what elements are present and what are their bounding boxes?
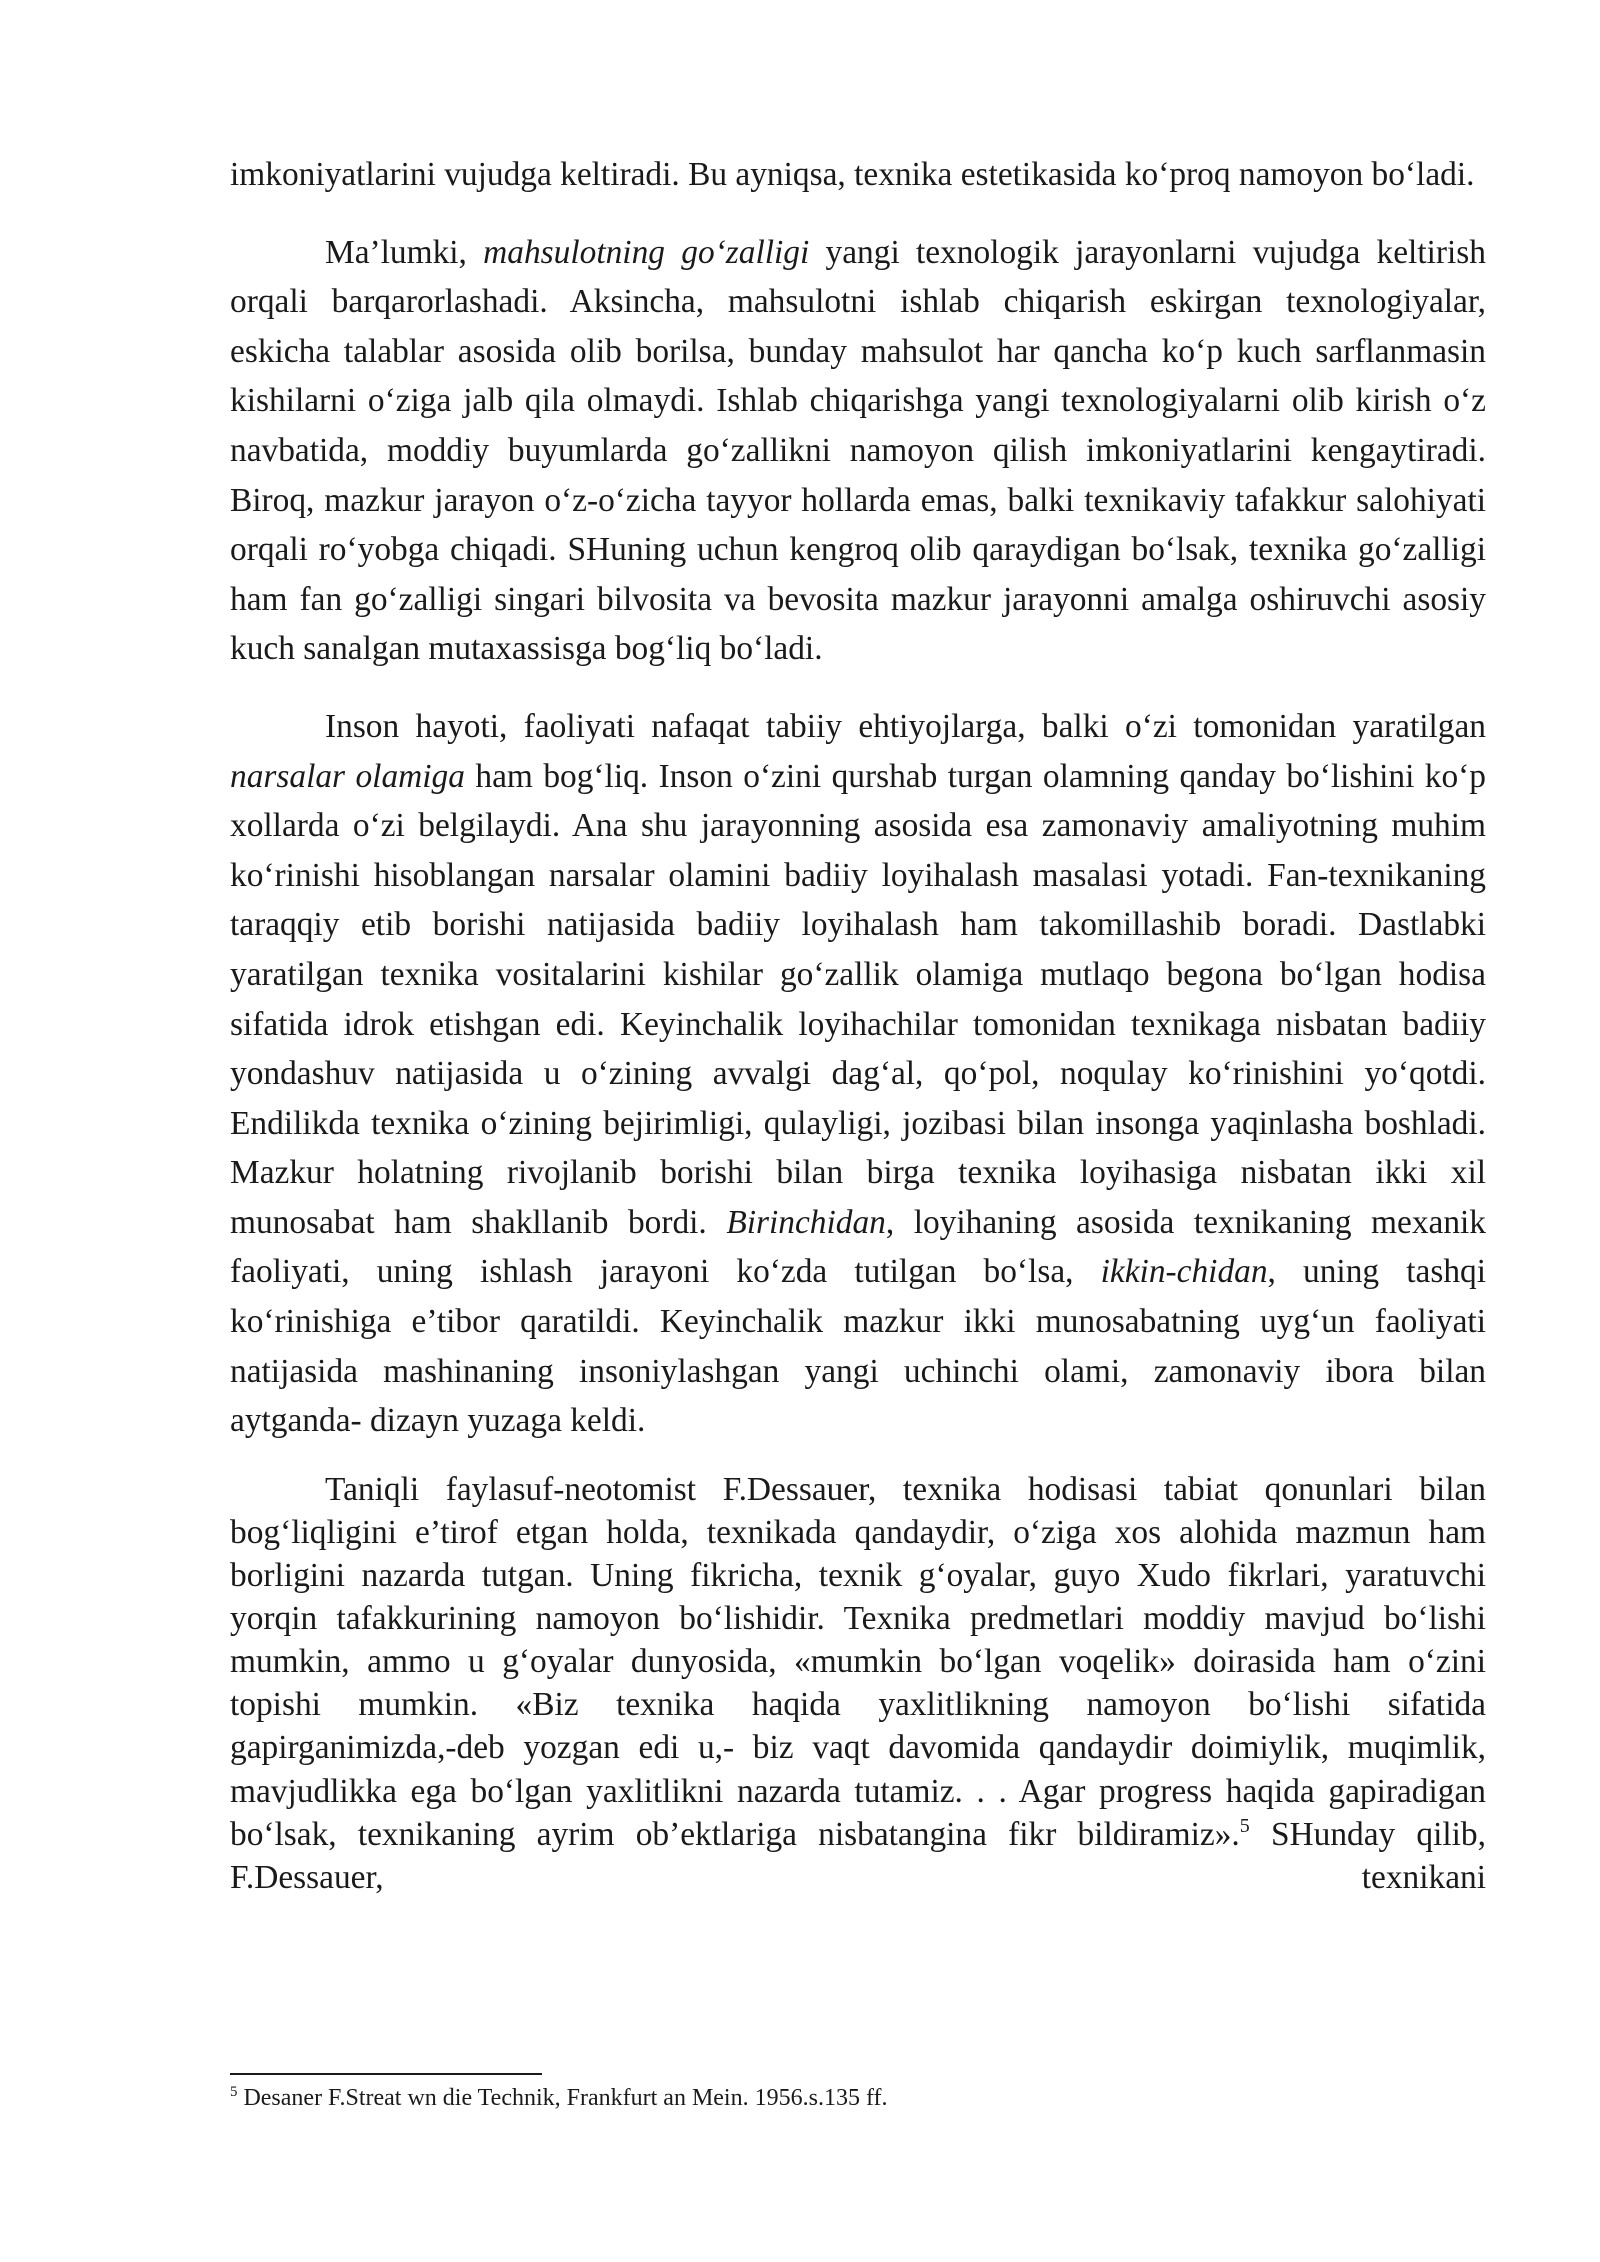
- paragraph-2: [230, 228, 1486, 674]
- footnote: [230, 2081, 1486, 2115]
- paragraph-3-emphasis-3: ikkin-chidan: [1100, 1253, 1268, 1291]
- paragraph-3-text-b: ham bog‘liq. Inson o‘zini qurshab turgan olamning qanday bo‘lishini ko‘p xollarda o‘zi belgilaydi. Ana shu jarayonning asosida esa zamonaviy amaliyotning muhim ko‘rinishi hisoblangan narsalar olamini badiiy loyihalash masalasi yotadi. Fan-texnikaning taraqqiy etib borishi natijasida badiiy loyihalash ham takomillashib boradi. Dastlabki yaratilgan texnika vositalarini kishilar go‘zallik olamiga mutlaqo begona bo‘lgan hodisa sifatida idrok etishgan edi. Keyinchalik loyihachilar tomonidan texnikaga nisbatan badiiy yondashuv natijasida u o‘zining avvalgi dag‘al, qo‘pol, noqulay ko‘rinishini yo‘qotdi. Endilikda texnika o‘zining bejirimligi, qulayligi, jozibasi bilan insonga yaqinlasha boshladi. Mazkur holatning rivojlanib borishi bilan birga texnika loyihasiga nisbatan ikki xil munosabat ham shakllanib bordi.: [230, 757, 1486, 1241]
- paragraph-4-text-a: Taniqli faylasuf-neotomist F.Dessauer, texnika hodisasi tabiat qonunlari bilan bog‘liqligini e’tirof etgan holda, texnikada qandaydir, o‘ziga xos alohida mazmun ham borligini nazarda tutgan. Uning fikricha, texnik g‘oyalar, guyo Xudo fikrlari, yaratuvchi yorqin tafakkurining namoyon bo‘lishidir. Texnika predmetlari moddiy mavjud bo‘lishi mumkin, ammo u g‘oyalar dunyosida, «mumkin bo‘lgan voqelik» doirasida ham o‘zini topishi mumkin. «Biz texnika haqida yaxlitlikning namoyon bo‘lishi sifatida gapirganimizda,-deb yozgan edi u,- biz vaqt davomida qandaydir doimiylik, muqimlik, mavjudlikka ega bo‘lgan yaxlitlikni nazarda tutamiz. . . Agar progress haqida gapiradigan bo‘lsak, texnikaning ayrim ob’ektlariga nisbatangina fikr bildiramiz».: [230, 1470, 1486, 1853]
- paragraph-2-text-b: yangi texnologik jarayonlarni vujudga keltirish orqali barqarorlashadi. Aksincha, mahsulotni ishlab chiqarish eskirgan texnologiyalar, eskicha talablar asosida olib borilsa, bunday mahsulot har qancha ko‘p kuch sarflanmasin kishilarni o‘ziga jalb qila olmaydi. Ishlab chiqarishga yangi texnologiyalarni olib kirish o‘z navbatida, moddiy buyumlarda go‘zallikni namoyon qilish imkoniyatlarini kengaytiradi. Biroq, mazkur jarayon o‘z-o‘zicha tayyor hollarda emas, balki texnikaviy tafakkur salohiyati orqali ro‘yobga chiqadi. SHuning uchun kengroq olib qaraydigan bo‘lsak, texnika go‘zalligi ham fan go‘zalligi singari bilvosita va bevosita mazkur jarayonni amalga oshiruvchi asosiy kuch sanalgan mutaxassisga bog‘liq bo‘ladi.: [230, 233, 1486, 668]
- footnote-text: Desaner F.Streat wn die Technik, Frankfurt an Mein. 1956.s.135 ff.: [237, 2085, 888, 2111]
- footnote-separator: [230, 2073, 542, 2075]
- paragraph-3-emphasis-2: Birinchidan: [726, 1203, 886, 1241]
- paragraph-3-text-d: , uning tashqi ko‘rinishiga e’tibor qaratildi. Keyinchalik mazkur ikki munosabatning uyg‘un faoliyati natijasida mashinaning insoniylashgan yangi uchinchi olami, zamonaviy ibora bilan aytganda- dizayn yuzaga keldi.: [230, 1253, 1486, 1440]
- paragraph-1: imkoniyatlarini vujudga keltiradi. Bu ayniqsa, texnika estetikasida ko‘proq namoyon bo‘ladi.: [230, 156, 1475, 193]
- footnote-reference[interactable]: 5: [1239, 1814, 1250, 1837]
- paragraph-2-emphasis: mahsulotning go‘zalligi: [483, 233, 810, 271]
- paragraph-3-text-c: , loyihaning asosida texnikaning mexanik faoliyati, uning ishlash jarayoni ko‘zda tutilgan bo‘lsa,: [230, 1203, 1487, 1291]
- paragraph-4-text-b: SHunday qilib, F.Dessauer, texnikani: [230, 1815, 1486, 1896]
- paragraph-2-text-a: Ma’lumki,: [325, 233, 484, 271]
- body-text: [230, 150, 1486, 1899]
- paragraph-3-emphasis-1: narsalar olamiga: [230, 757, 465, 795]
- footnote-mark: 5: [230, 2084, 238, 2101]
- paragraph-4: [230, 1468, 1486, 1899]
- paragraph-3: [230, 702, 1486, 1446]
- paragraph-3-text-a: Inson hayoti, faoliyati nafaqat tabiiy ehtiyojlarga, balki o‘zi tomonidan yaratilgan: [325, 707, 1486, 745]
